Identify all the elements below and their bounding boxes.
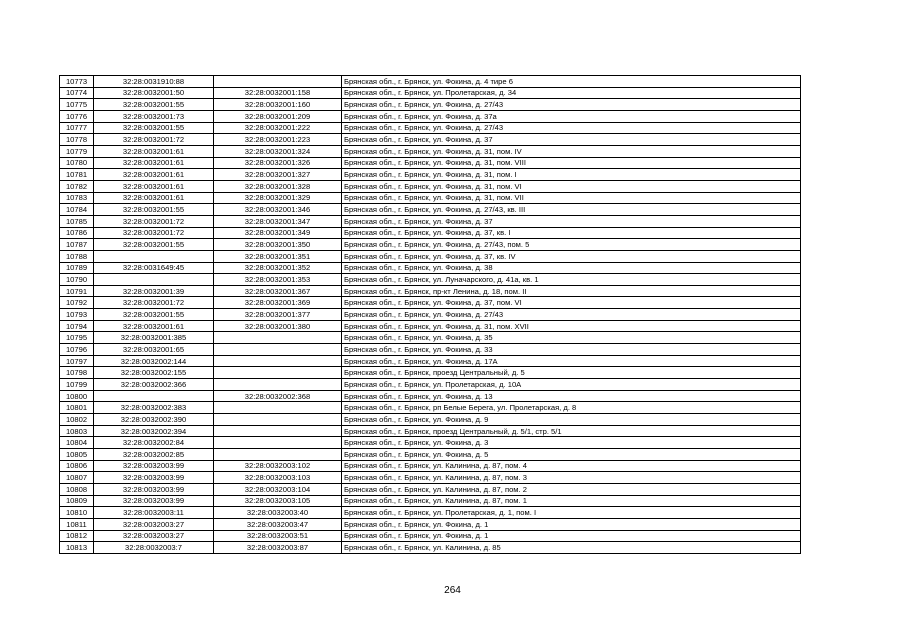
land-cadastral-number-cell bbox=[94, 250, 214, 262]
row-number-cell: 10796 bbox=[60, 344, 94, 356]
row-number-cell: 10781 bbox=[60, 169, 94, 181]
table-row bbox=[60, 262, 801, 274]
row-number-cell: 10776 bbox=[60, 110, 94, 122]
land-cadastral-number-cell: 32:28:0032003:27 bbox=[94, 518, 214, 530]
table-row bbox=[60, 449, 801, 461]
table-row bbox=[60, 227, 801, 239]
row-number-cell: 10804 bbox=[60, 437, 94, 449]
table-row bbox=[60, 355, 801, 367]
object-cadastral-number-cell: 32:28:0032002:368 bbox=[214, 390, 342, 402]
table-row bbox=[60, 390, 801, 402]
land-cadastral-number-cell bbox=[94, 274, 214, 286]
row-number-cell: 10802 bbox=[60, 414, 94, 426]
address-cell: Брянская обл., г. Брянск, ул. Фокина, д. 27/43 bbox=[342, 309, 801, 321]
object-cadastral-number-cell: 32:28:0032001:327 bbox=[214, 169, 342, 181]
table-row bbox=[60, 483, 801, 495]
object-cadastral-number-cell: 32:28:0032003:105 bbox=[214, 495, 342, 507]
table-row bbox=[60, 367, 801, 379]
table-row bbox=[60, 110, 801, 122]
row-number-cell: 10791 bbox=[60, 285, 94, 297]
table-row bbox=[60, 285, 801, 297]
table-row bbox=[60, 379, 801, 391]
address-cell: Брянская обл., г. Брянск, ул. Фокина, д. 31, пом. XVII bbox=[342, 320, 801, 332]
land-cadastral-number-cell: 32:28:0032001:55 bbox=[94, 204, 214, 216]
address-cell: Брянская обл., г. Брянск, ул. Фокина, д. 35 bbox=[342, 332, 801, 344]
object-cadastral-number-cell: 32:28:0032001:222 bbox=[214, 122, 342, 134]
address-cell: Брянская обл., г. Брянск, ул. Фокина, д. 1 bbox=[342, 518, 801, 530]
object-cadastral-number-cell: 32:28:0032001:223 bbox=[214, 134, 342, 146]
object-cadastral-number-cell: 32:28:0032003:87 bbox=[214, 542, 342, 554]
row-number-cell: 10773 bbox=[60, 76, 94, 88]
object-cadastral-number-cell bbox=[214, 449, 342, 461]
land-cadastral-number-cell: 32:28:0032001:61 bbox=[94, 192, 214, 204]
object-cadastral-number-cell: 32:28:0032003:104 bbox=[214, 483, 342, 495]
address-cell: Брянская обл., г. Брянск, ул. Фокина, д. 37, кв. IV bbox=[342, 250, 801, 262]
address-cell: Брянская обл., г. Брянск, ул. Фокина, д. 3 bbox=[342, 437, 801, 449]
object-cadastral-number-cell bbox=[214, 332, 342, 344]
land-cadastral-number-cell: 32:28:0032001:65 bbox=[94, 344, 214, 356]
land-cadastral-number-cell: 32:28:0032001:61 bbox=[94, 180, 214, 192]
object-cadastral-number-cell bbox=[214, 344, 342, 356]
row-number-cell: 10779 bbox=[60, 145, 94, 157]
land-cadastral-number-cell: 32:28:0032003:99 bbox=[94, 460, 214, 472]
land-cadastral-number-cell: 32:28:0032002:366 bbox=[94, 379, 214, 391]
row-number-cell: 10798 bbox=[60, 367, 94, 379]
table-row bbox=[60, 495, 801, 507]
object-cadastral-number-cell: 32:28:0032001:377 bbox=[214, 309, 342, 321]
address-cell: Брянская обл., г. Брянск, ул. Пролетарская, д. 1, пом. I bbox=[342, 507, 801, 519]
land-cadastral-number-cell: 32:28:0032003:99 bbox=[94, 472, 214, 484]
object-cadastral-number-cell: 32:28:0032001:328 bbox=[214, 180, 342, 192]
address-cell: Брянская обл., г. Брянск, ул. Калинина, д. 87, пом. 3 bbox=[342, 472, 801, 484]
land-cadastral-number-cell: 32:28:0032001:55 bbox=[94, 99, 214, 111]
table-row bbox=[60, 414, 801, 426]
object-cadastral-number-cell bbox=[214, 367, 342, 379]
table-row bbox=[60, 157, 801, 169]
row-number-cell: 10786 bbox=[60, 227, 94, 239]
row-number-cell: 10801 bbox=[60, 402, 94, 414]
cadastral-registry-table bbox=[59, 75, 801, 554]
table-row bbox=[60, 472, 801, 484]
row-number-cell: 10782 bbox=[60, 180, 94, 192]
land-cadastral-number-cell: 32:28:0032001:39 bbox=[94, 285, 214, 297]
land-cadastral-number-cell: 32:28:0032003:99 bbox=[94, 495, 214, 507]
table-row bbox=[60, 320, 801, 332]
table-row bbox=[60, 507, 801, 519]
address-cell: Брянская обл., г. Брянск, ул. Фокина, д. 37, пом. VI bbox=[342, 297, 801, 309]
row-number-cell: 10790 bbox=[60, 274, 94, 286]
object-cadastral-number-cell: 32:28:0032001:160 bbox=[214, 99, 342, 111]
address-cell: Брянская обл., г. Брянск, ул. Фокина, д. 17А bbox=[342, 355, 801, 367]
land-cadastral-number-cell: 32:28:0032001:73 bbox=[94, 110, 214, 122]
object-cadastral-number-cell: 32:28:0032001:369 bbox=[214, 297, 342, 309]
table-row bbox=[60, 344, 801, 356]
land-cadastral-number-cell: 32:28:0032001:72 bbox=[94, 227, 214, 239]
land-cadastral-number-cell: 32:28:0032001:61 bbox=[94, 320, 214, 332]
row-number-cell: 10788 bbox=[60, 250, 94, 262]
land-cadastral-number-cell: 32:28:0032002:144 bbox=[94, 355, 214, 367]
land-cadastral-number-cell: 32:28:0032001:72 bbox=[94, 215, 214, 227]
row-number-cell: 10800 bbox=[60, 390, 94, 402]
object-cadastral-number-cell: 32:28:0032001:351 bbox=[214, 250, 342, 262]
address-cell: Брянская обл., г. Брянск, ул. Фокина, д. 31, пом. VIII bbox=[342, 157, 801, 169]
address-cell: Брянская обл., г. Брянск, ул. Фокина, д. 37, кв. I bbox=[342, 227, 801, 239]
object-cadastral-number-cell: 32:28:0032001:158 bbox=[214, 87, 342, 99]
land-cadastral-number-cell: 32:28:0032001:61 bbox=[94, 157, 214, 169]
object-cadastral-number-cell: 32:28:0032003:103 bbox=[214, 472, 342, 484]
table-row bbox=[60, 460, 801, 472]
table-row bbox=[60, 542, 801, 554]
land-cadastral-number-cell: 32:28:0032003:27 bbox=[94, 530, 214, 542]
table-row bbox=[60, 297, 801, 309]
table-row bbox=[60, 425, 801, 437]
page-number: 264 bbox=[444, 585, 461, 596]
address-cell: Брянская обл., г. Брянск, ул. Фокина, д. 38 bbox=[342, 262, 801, 274]
table-row bbox=[60, 122, 801, 134]
table-row bbox=[60, 145, 801, 157]
object-cadastral-number-cell: 32:28:0032001:350 bbox=[214, 239, 342, 251]
address-cell: Брянская обл., г. Брянск, ул. Калинина, д. 85 bbox=[342, 542, 801, 554]
object-cadastral-number-cell: 32:28:0032001:324 bbox=[214, 145, 342, 157]
row-number-cell: 10810 bbox=[60, 507, 94, 519]
table-row bbox=[60, 437, 801, 449]
address-cell: Брянская обл., г. Брянск, ул. Калинина, д. 87, пом. 1 bbox=[342, 495, 801, 507]
table-row bbox=[60, 87, 801, 99]
row-number-cell: 10813 bbox=[60, 542, 94, 554]
address-cell: Брянская обл., г. Брянск, ул. Фокина, д. 31, пом. VI bbox=[342, 180, 801, 192]
object-cadastral-number-cell: 32:28:0032001:349 bbox=[214, 227, 342, 239]
object-cadastral-number-cell: 32:28:0032003:40 bbox=[214, 507, 342, 519]
land-cadastral-number-cell: 32:28:0032001:55 bbox=[94, 122, 214, 134]
row-number-cell: 10803 bbox=[60, 425, 94, 437]
object-cadastral-number-cell: 32:28:0032001:346 bbox=[214, 204, 342, 216]
object-cadastral-number-cell: 32:28:0032003:102 bbox=[214, 460, 342, 472]
row-number-cell: 10785 bbox=[60, 215, 94, 227]
object-cadastral-number-cell: 32:28:0032001:326 bbox=[214, 157, 342, 169]
land-cadastral-number-cell: 32:28:0032002:394 bbox=[94, 425, 214, 437]
address-cell: Брянская обл., г. Брянск, ул. Фокина, д. 5 bbox=[342, 449, 801, 461]
table-row bbox=[60, 309, 801, 321]
object-cadastral-number-cell bbox=[214, 76, 342, 88]
address-cell: Брянская обл., г. Брянск, ул. Фокина, д. 31, пом. I bbox=[342, 169, 801, 181]
registry-table-body bbox=[60, 76, 801, 554]
table-row bbox=[60, 274, 801, 286]
land-cadastral-number-cell: 32:28:0032002:85 bbox=[94, 449, 214, 461]
land-cadastral-number-cell: 32:28:0032001:61 bbox=[94, 169, 214, 181]
table-row bbox=[60, 250, 801, 262]
row-number-cell: 10808 bbox=[60, 483, 94, 495]
row-number-cell: 10789 bbox=[60, 262, 94, 274]
land-cadastral-number-cell: 32:28:0032001:55 bbox=[94, 239, 214, 251]
address-cell: Брянская обл., г. Брянск, ул. Фокина, д. 27/43, кв. III bbox=[342, 204, 801, 216]
row-number-cell: 10783 bbox=[60, 192, 94, 204]
address-cell: Брянская обл., г. Брянск, ул. Фокина, д. 31, пом. IV bbox=[342, 145, 801, 157]
address-cell: Брянская обл., г. Брянск, ул. Фокина, д. 27/43 bbox=[342, 122, 801, 134]
land-cadastral-number-cell: 32:28:0032001:50 bbox=[94, 87, 214, 99]
row-number-cell: 10793 bbox=[60, 309, 94, 321]
row-number-cell: 10777 bbox=[60, 122, 94, 134]
land-cadastral-number-cell: 32:28:0032003:11 bbox=[94, 507, 214, 519]
address-cell: Брянская обл., г. Брянск, ул. Фокина, д. 37 bbox=[342, 134, 801, 146]
address-cell: Брянская обл., г. Брянск, ул. Фокина, д. 1 bbox=[342, 530, 801, 542]
table-row bbox=[60, 180, 801, 192]
row-number-cell: 10797 bbox=[60, 355, 94, 367]
object-cadastral-number-cell: 32:28:0032001:380 bbox=[214, 320, 342, 332]
table-row bbox=[60, 76, 801, 88]
address-cell: Брянская обл., г. Брянск, ул. Фокина, д. 31, пом. VII bbox=[342, 192, 801, 204]
row-number-cell: 10794 bbox=[60, 320, 94, 332]
table-row bbox=[60, 530, 801, 542]
object-cadastral-number-cell: 32:28:0032003:51 bbox=[214, 530, 342, 542]
table-row bbox=[60, 192, 801, 204]
address-cell: Брянская обл., г. Брянск, ул. Пролетарская, д. 10А bbox=[342, 379, 801, 391]
land-cadastral-number-cell: 32:28:0032001:72 bbox=[94, 297, 214, 309]
row-number-cell: 10792 bbox=[60, 297, 94, 309]
table-row bbox=[60, 99, 801, 111]
row-number-cell: 10799 bbox=[60, 379, 94, 391]
land-cadastral-number-cell: 32:28:0032003:7 bbox=[94, 542, 214, 554]
table-row bbox=[60, 518, 801, 530]
land-cadastral-number-cell: 32:28:0032001:72 bbox=[94, 134, 214, 146]
address-cell: Брянская обл., г. Брянск, ул. Фокина, д. 27/43, пом. 5 bbox=[342, 239, 801, 251]
table-row bbox=[60, 215, 801, 227]
land-cadastral-number-cell: 32:28:0032001:61 bbox=[94, 145, 214, 157]
address-cell: Брянская обл., г. Брянск, ул. Фокина, д. 37а bbox=[342, 110, 801, 122]
row-number-cell: 10807 bbox=[60, 472, 94, 484]
object-cadastral-number-cell bbox=[214, 402, 342, 414]
row-number-cell: 10787 bbox=[60, 239, 94, 251]
row-number-cell: 10805 bbox=[60, 449, 94, 461]
address-cell: Брянская обл., г. Брянск, ул. Фокина, д. 13 bbox=[342, 390, 801, 402]
object-cadastral-number-cell bbox=[214, 414, 342, 426]
row-number-cell: 10812 bbox=[60, 530, 94, 542]
object-cadastral-number-cell: 32:28:0032003:47 bbox=[214, 518, 342, 530]
table-row bbox=[60, 169, 801, 181]
address-cell: Брянская обл., г. Брянск, ул. Луначарского, д. 41а, кв. 1 bbox=[342, 274, 801, 286]
row-number-cell: 10774 bbox=[60, 87, 94, 99]
table-row bbox=[60, 134, 801, 146]
address-cell: Брянская обл., г. Брянск, пр-кт Ленина, д. 18, пом. II bbox=[342, 285, 801, 297]
object-cadastral-number-cell: 32:28:0032001:367 bbox=[214, 285, 342, 297]
table-row bbox=[60, 402, 801, 414]
row-number-cell: 10784 bbox=[60, 204, 94, 216]
land-cadastral-number-cell: 32:28:0032001:385 bbox=[94, 332, 214, 344]
table-row bbox=[60, 239, 801, 251]
object-cadastral-number-cell bbox=[214, 379, 342, 391]
land-cadastral-number-cell: 32:28:0031649:45 bbox=[94, 262, 214, 274]
address-cell: Брянская обл., г. Брянск, проезд Центральный, д. 5 bbox=[342, 367, 801, 379]
row-number-cell: 10809 bbox=[60, 495, 94, 507]
address-cell: Брянская обл., г. Брянск, ул. Фокина, д. 37 bbox=[342, 215, 801, 227]
row-number-cell: 10775 bbox=[60, 99, 94, 111]
object-cadastral-number-cell: 32:28:0032001:352 bbox=[214, 262, 342, 274]
land-cadastral-number-cell: 32:28:0032002:155 bbox=[94, 367, 214, 379]
row-number-cell: 10806 bbox=[60, 460, 94, 472]
land-cadastral-number-cell: 32:28:0031910:88 bbox=[94, 76, 214, 88]
object-cadastral-number-cell: 32:28:0032001:353 bbox=[214, 274, 342, 286]
address-cell: Брянская обл., г. Брянск, ул. Фокина, д. 27/43 bbox=[342, 99, 801, 111]
table-row bbox=[60, 204, 801, 216]
address-cell: Брянская обл., г. Брянск, ул. Фокина, д. 33 bbox=[342, 344, 801, 356]
address-cell: Брянская обл., г. Брянск, ул. Пролетарская, д. 34 bbox=[342, 87, 801, 99]
object-cadastral-number-cell: 32:28:0032001:329 bbox=[214, 192, 342, 204]
land-cadastral-number-cell: 32:28:0032002:383 bbox=[94, 402, 214, 414]
land-cadastral-number-cell: 32:28:0032001:55 bbox=[94, 309, 214, 321]
table-row bbox=[60, 332, 801, 344]
row-number-cell: 10795 bbox=[60, 332, 94, 344]
address-cell: Брянская обл., г. Брянск, ул. Фокина, д. 9 bbox=[342, 414, 801, 426]
object-cadastral-number-cell: 32:28:0032001:347 bbox=[214, 215, 342, 227]
object-cadastral-number-cell: 32:28:0032001:209 bbox=[214, 110, 342, 122]
land-cadastral-number-cell: 32:28:0032002:84 bbox=[94, 437, 214, 449]
object-cadastral-number-cell bbox=[214, 355, 342, 367]
object-cadastral-number-cell bbox=[214, 437, 342, 449]
land-cadastral-number-cell: 32:28:0032003:99 bbox=[94, 483, 214, 495]
address-cell: Брянская обл., г. Брянск, ул. Калинина, д. 87, пом. 4 bbox=[342, 460, 801, 472]
object-cadastral-number-cell bbox=[214, 425, 342, 437]
land-cadastral-number-cell: 32:28:0032002:390 bbox=[94, 414, 214, 426]
row-number-cell: 10780 bbox=[60, 157, 94, 169]
address-cell: Брянская обл., г. Брянск, проезд Центральный, д. 5/1, стр. 5/1 bbox=[342, 425, 801, 437]
address-cell: Брянская обл., г. Брянск, ул. Калинина, д. 87, пом. 2 bbox=[342, 483, 801, 495]
land-cadastral-number-cell bbox=[94, 390, 214, 402]
address-cell: Брянская обл., г. Брянск, ул. Фокина, д. 4 тире 6 bbox=[342, 76, 801, 88]
row-number-cell: 10778 bbox=[60, 134, 94, 146]
address-cell: Брянская обл., г. Брянск, рп Белые Берега, ул. Пролетарская, д. 8 bbox=[342, 402, 801, 414]
row-number-cell: 10811 bbox=[60, 518, 94, 530]
